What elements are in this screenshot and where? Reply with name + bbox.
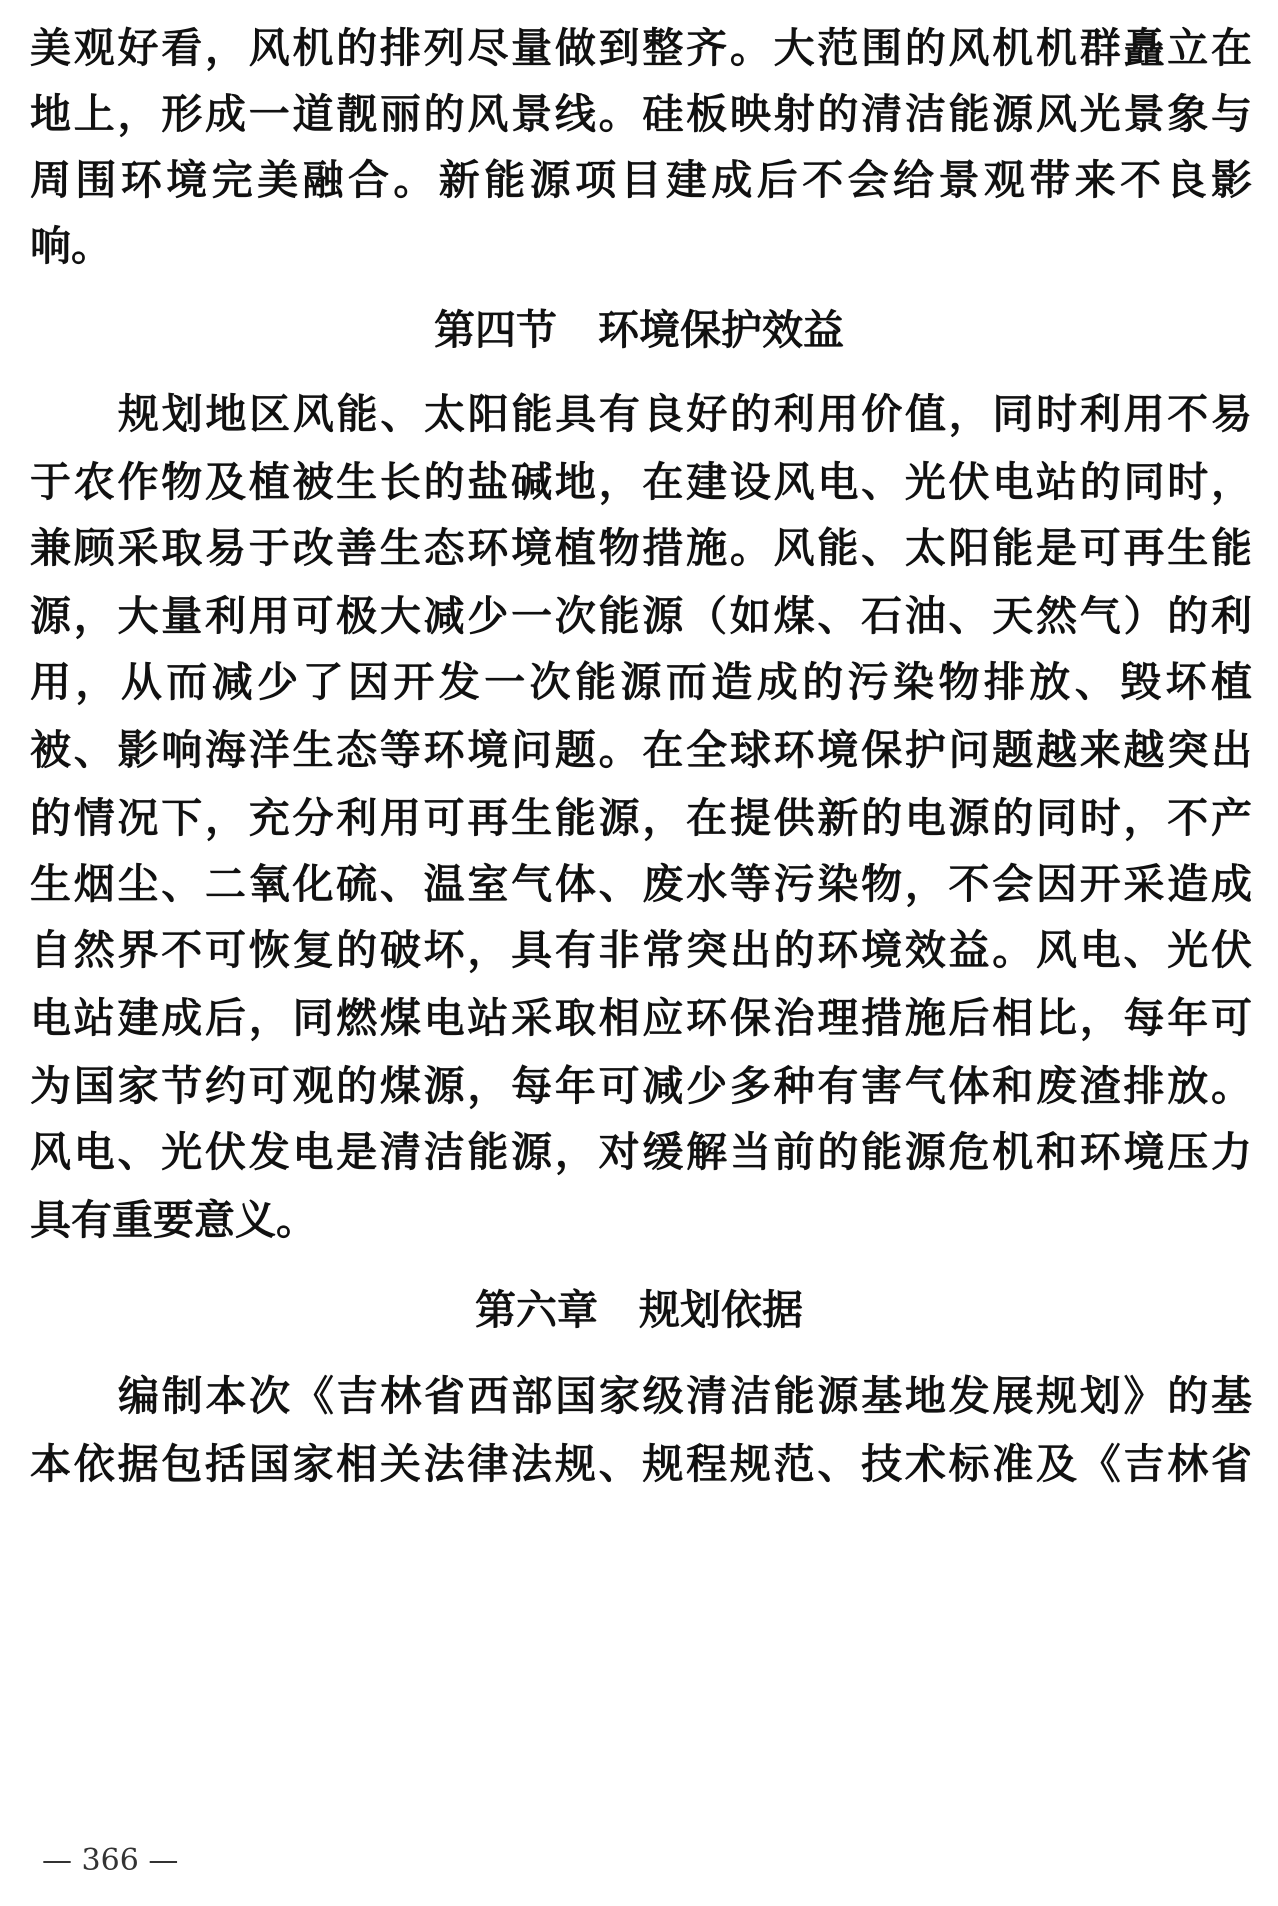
paragraph-top-line: 周围环境完美融合。新能源项目建成后不会给景观带来不良影 xyxy=(30,156,1252,204)
paragraph-basis-line: 本依据包括国家相关法律法规、规程规范、技术标准及《吉林省 xyxy=(30,1440,1252,1488)
paragraph-main-line: 源，大量利用可极大减少一次能源（如煤、石油、天然气）的利 xyxy=(30,592,1252,640)
paragraph-main-line: 的情况下，充分利用可再生能源，在提供新的电源的同时，不产 xyxy=(30,794,1252,842)
paragraph-main-line: 风电、光伏发电是清洁能源，对缓解当前的能源危机和环境压力 xyxy=(30,1128,1252,1176)
paragraph-main-line: 生烟尘、二氧化硫、温室气体、废水等污染物，不会因开采造成 xyxy=(30,860,1252,908)
paragraph-main-line: 为国家节约可观的煤源，每年可减少多种有害气体和废渣排放。 xyxy=(30,1062,1252,1110)
paragraph-main-line: 被、影响海洋生态等环境问题。在全球环境保护问题越来越突出 xyxy=(30,726,1252,774)
paragraph-main-line: 电站建成后，同燃煤电站采取相应环保治理措施后相比，每年可 xyxy=(30,994,1252,1042)
paragraph-top-line: 美观好看，风机的排列尽量做到整齐。大范围的风机机群矗立在 xyxy=(30,24,1252,72)
paragraph-top-line: 响。 xyxy=(30,222,112,270)
paragraph-basis-line: 编制本次《吉林省西部国家级清洁能源基地发展规划》的基 xyxy=(118,1372,1252,1420)
chapter-heading: 第六章 规划依据 xyxy=(475,1286,803,1334)
paragraph-main-line: 于农作物及植被生长的盐碱地，在建设风电、光伏电站的同时， xyxy=(30,458,1252,506)
paragraph-main-line: 用，从而减少了因开发一次能源而造成的污染物排放、毁坏植 xyxy=(30,658,1252,706)
paragraph-top-line: 地上，形成一道靓丽的风景线。硅板映射的清洁能源风光景象与 xyxy=(30,90,1252,138)
page-number: — 366 — xyxy=(42,1843,179,1878)
paragraph-main-line: 具有重要意义。 xyxy=(30,1196,317,1244)
paragraph-main-line: 规划地区风能、太阳能具有良好的利用价值，同时利用不易 xyxy=(118,390,1252,438)
section-heading: 第四节 环境保护效益 xyxy=(434,306,844,354)
paragraph-main-line: 自然界不可恢复的破坏，具有非常突出的环境效益。风电、光伏 xyxy=(30,926,1252,974)
paragraph-main-line: 兼顾采取易于改善生态环境植物措施。风能、太阳能是可再生能 xyxy=(30,524,1252,572)
